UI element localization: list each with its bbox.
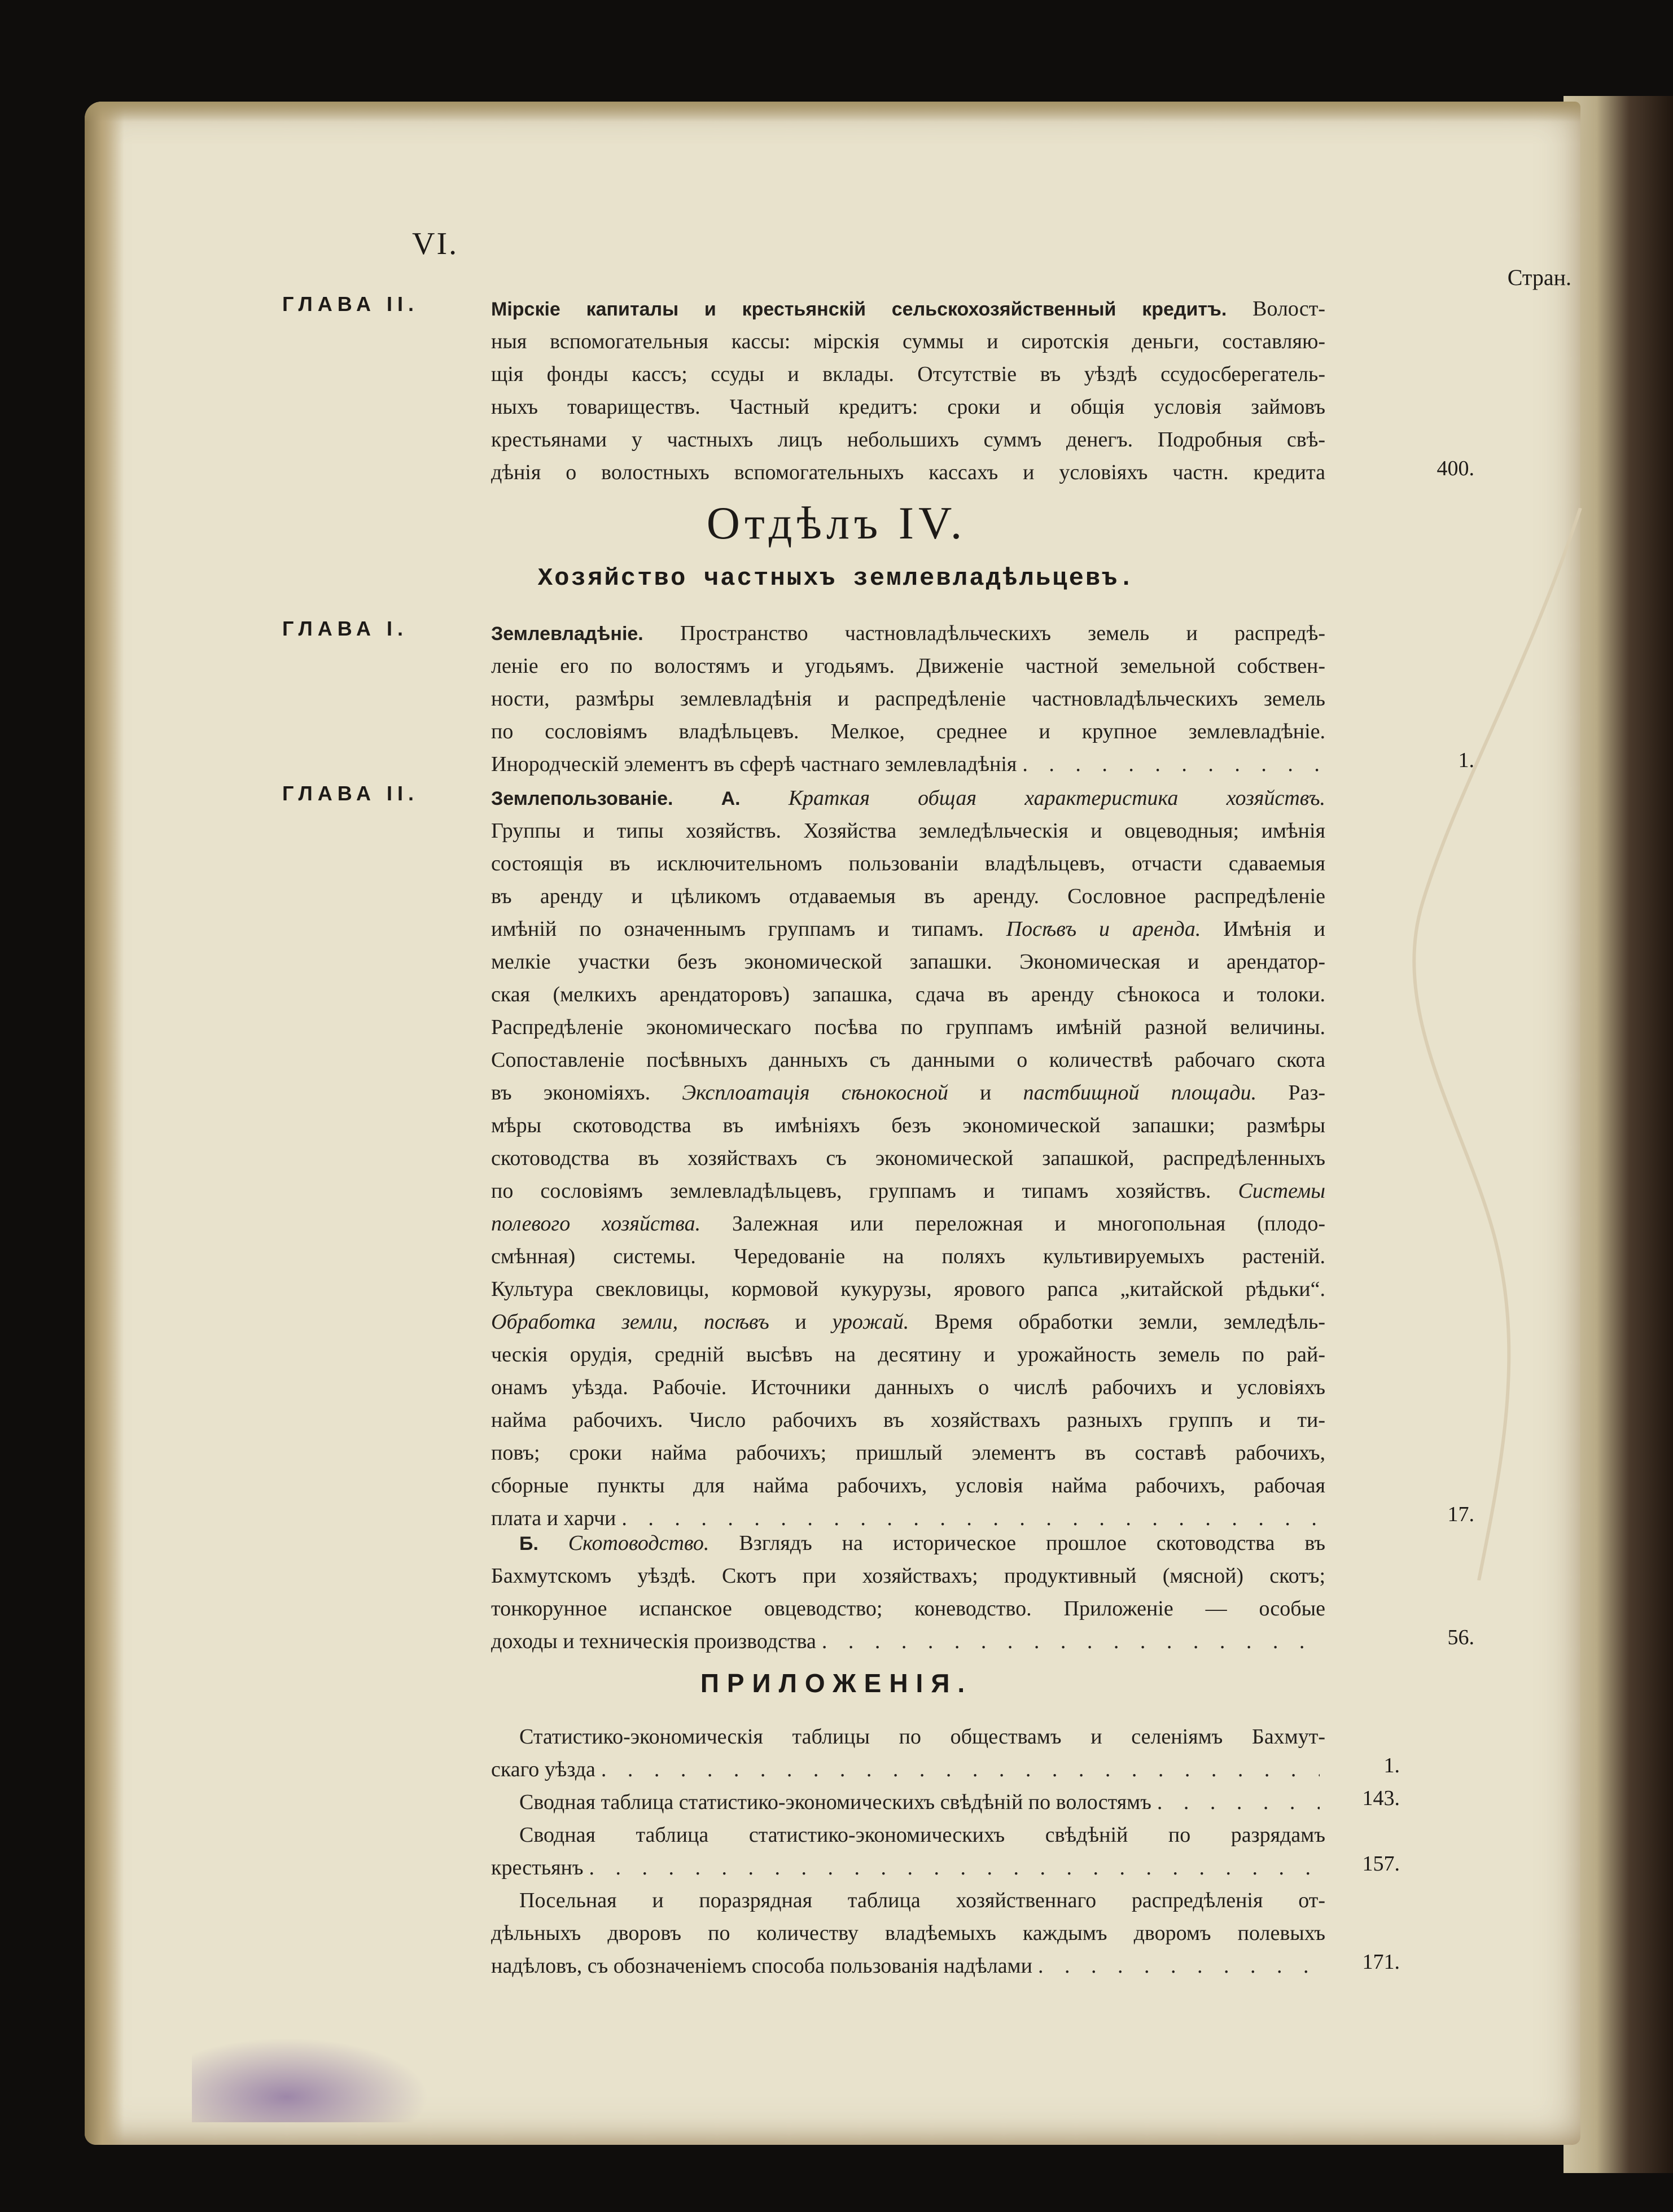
appendix-item — [491, 1884, 1400, 1982]
subsection-heading: Посѣвъ и аренда. — [1006, 917, 1201, 941]
entry-line: Группы и типы хозяйствъ. Хозяйства земледѣльческія и овцеводныя; имѣнія — [491, 819, 1325, 843]
leader-dots — [601, 1753, 1320, 1786]
entry-line: Распредѣленіе экономическаго посѣва по группамъ имѣній разной величины. — [491, 1015, 1325, 1039]
entry-line-with-leader — [491, 1950, 1325, 1982]
entry-text: Инородческій элементъ въ сферѣ частнаго землевладѣнія — [491, 752, 1017, 776]
chapter-heading: Мірскіе капиталы и крестьянскій сельскохозяйственный кредитъ. — [491, 299, 1227, 320]
entry-line-with-leader — [491, 1625, 1325, 1658]
appendix-title: ПРИЛОЖЕНІЯ. — [700, 1668, 973, 1698]
entry-text: Пространство частновладѣльческихъ земель и распредѣ- — [680, 621, 1325, 645]
page-number: 56. — [1447, 1626, 1474, 1649]
entry-text: имѣній по означеннымъ группамъ и типамъ. — [491, 917, 984, 941]
entry-line: мѣры скотоводства въ имѣніяхъ безъ экономической запашки; размѣры — [491, 1114, 1325, 1137]
entry-line — [491, 1306, 1325, 1338]
entry-text: Волост- — [1252, 297, 1325, 321]
entry-text: въ экономіяхъ. — [491, 1081, 651, 1105]
section-title: Отдѣлъ IV. — [706, 497, 967, 549]
entry-line — [491, 1175, 1325, 1207]
entry-text: Время обработки земли, земледѣль- — [934, 1310, 1325, 1334]
entry-text: Залежная или переложная и многопольная (плодо- — [732, 1212, 1325, 1236]
entry-line: щія фонды кассъ; ссуды и вклады. Отсутствіе въ уѣздѣ ссудосберегатель- — [491, 362, 1325, 386]
subsection-heading: урожай. — [832, 1310, 909, 1334]
toc-entry-zemlevladenie — [282, 617, 1474, 781]
toc-entry-zemlepolzovanie — [282, 782, 1474, 1535]
entry-text: Имѣнія и — [1223, 917, 1325, 941]
entry-line: состоящія въ исключительномъ пользованіи владѣльцевъ, отчасти сдаваемыя — [491, 852, 1325, 875]
subsection-heading: Эксплоатація сѣнокосной — [682, 1081, 948, 1105]
toc-entry-skotovodstvo — [282, 1527, 1474, 1658]
subsection-heading: пастбищной площади. — [1023, 1081, 1257, 1105]
leader-dots — [1157, 1786, 1320, 1819]
entry-line: повъ; сроки найма рабочихъ; пришлый элементъ въ составѣ рабочихъ, — [491, 1441, 1325, 1465]
entry-line — [491, 1076, 1325, 1109]
page-number: 143. — [1362, 1786, 1400, 1810]
appendix-item — [491, 1786, 1400, 1819]
entry-line: ныхъ товариществъ. Частный кредитъ: сроки и общія условія займовъ — [491, 395, 1325, 419]
entry-line: леніе его по волостямъ и угодьямъ. Движеніе частной земельной собствен- — [491, 654, 1325, 678]
entry-text: плата и харчи — [491, 1506, 616, 1530]
entry-line: въ аренду и цѣликомъ отдаваемыя въ аренду. Сословное распредѣленіе — [491, 884, 1325, 908]
subsection-heading: Системы — [1238, 1179, 1325, 1203]
entry-line: смѣнная) системы. Чередованіе на поляхъ культивируемыхъ растеній. — [491, 1245, 1325, 1268]
subsection-label: Б. — [519, 1533, 538, 1554]
entry-line: ныя вспомогательныя кассы: мірскія суммы и сиротскія деньги, составляю- — [491, 330, 1325, 353]
page-column-header: Стран. — [1507, 265, 1571, 290]
entry-text: и — [795, 1310, 807, 1334]
leader-dots — [1038, 1950, 1320, 1982]
page-number: 157. — [1362, 1852, 1400, 1876]
entry-line-with-leader — [491, 748, 1325, 781]
page-number: 400. — [1436, 457, 1474, 480]
page-number: 1. — [1383, 1754, 1400, 1777]
page-number: 17. — [1447, 1503, 1474, 1526]
entry-line: Сводная таблица статистико-экономическихъ свѣдѣній по разрядамъ — [519, 1823, 1325, 1847]
appendix-item — [491, 1720, 1400, 1786]
entry-line: онамъ уѣзда. Рабочіе. Источники данныхъ о числѣ рабочихъ и условіяхъ — [491, 1376, 1325, 1399]
entry-line: сборные пункты для найма рабочихъ, условія найма рабочихъ, рабочая — [491, 1474, 1325, 1497]
entry-line: Бахмутскомъ уѣздѣ. Скотъ при хозяйствахъ; продуктивный (мясной) скотъ; — [491, 1564, 1325, 1588]
entry-text: Сводная таблица статистико-экономическихъ свѣдѣній по волостямъ — [519, 1790, 1151, 1814]
page-number: 171. — [1362, 1950, 1400, 1974]
entry-line: тонкорунное испанское овцеводство; коневодство. Приложеніе — особые — [491, 1597, 1325, 1620]
entry-line — [491, 292, 1325, 325]
entry-line: дѣльныхъ дворовъ по количеству владѣемыхъ каждымъ дворомъ полевыхъ — [491, 1921, 1325, 1945]
entry-line — [491, 913, 1325, 945]
entry-line: мелкіе участки безъ экономической запашки. Экономическая и арендатор- — [491, 950, 1325, 974]
entry-line: Культура свекловицы, кормовой кукурузы, ярового рапса „китайской рѣдьки“. — [491, 1277, 1325, 1301]
entry-line: по сословіямъ владѣльцевъ. Мелкое, среднее и крупное землевладѣніе. — [491, 720, 1325, 743]
page-folio: VI. — [412, 226, 459, 261]
entry-text: по сословіямъ землевладѣльцевъ, группамъ и типамъ хозяйствъ. — [491, 1179, 1211, 1203]
entry-text: и — [980, 1081, 992, 1105]
appendix-item — [491, 1819, 1400, 1884]
entry-text: Взглядъ на историческое прошлое скотоводства въ — [739, 1531, 1325, 1555]
entry-line: ности, размѣры землевладѣнія и распредѣленіе частновладѣльческихъ земель — [491, 687, 1325, 711]
entry-text: скаго уѣзда — [491, 1758, 595, 1781]
chapter-label: ГЛАВА II. — [282, 292, 419, 316]
chapter-heading: Землепользованіе. А. — [491, 788, 741, 809]
leader-dots — [822, 1625, 1320, 1658]
entry-line-with-leader — [491, 1851, 1325, 1884]
entry-line-with-leader — [491, 1786, 1325, 1819]
subsection-heading: Скотоводство. — [568, 1531, 710, 1555]
subsection-heading: Обработка земли, посѣвъ — [491, 1310, 769, 1334]
chapter-label: ГЛАВА I. — [282, 617, 408, 640]
leader-dots — [1022, 748, 1320, 781]
entry-text: Раз- — [1288, 1081, 1325, 1105]
entry-text: надѣловъ, съ обозначеніемъ способа пользованія надѣлами — [491, 1954, 1032, 1978]
section-subtitle: Хозяйство частныхъ землевладѣльцевъ. — [537, 564, 1136, 593]
entry-line: Сопоставленіе посѣвныхъ данныхъ съ данными о количествѣ рабочаго скота — [491, 1048, 1325, 1072]
entry-line — [491, 1527, 1325, 1560]
entry-line — [491, 782, 1325, 814]
entry-text: доходы и техническія производства — [491, 1630, 816, 1653]
entry-line: скотоводства въ хозяйствахъ съ экономической запашкой, распредѣленныхъ — [491, 1146, 1325, 1170]
entry-line: Статистико-экономическія таблицы по обществамъ и селеніямъ Бахмут- — [519, 1725, 1325, 1749]
leader-dots — [589, 1851, 1320, 1884]
entry-line: ческія орудія, средній высѣвъ на десятину и урожайность земель по рай- — [491, 1343, 1325, 1366]
chapter-label: ГЛАВА II. — [282, 782, 419, 805]
entry-line-with-leader — [491, 1753, 1325, 1786]
page-number: 1. — [1458, 748, 1474, 772]
entry-line — [491, 1207, 1325, 1240]
chapter-heading: Землевладѣніе. — [491, 623, 643, 645]
entry-line — [491, 456, 1325, 489]
entry-line: крестьянами у частныхъ лицъ небольшихъ суммъ денегъ. Подробныя свѣ- — [491, 428, 1325, 452]
entry-line — [491, 617, 1325, 650]
subsection-heading: полевого хозяйства. — [491, 1212, 701, 1236]
toc-entry-mirskie-capitals — [282, 292, 1474, 489]
subsection-heading: Краткая общая характеристика хозяйствъ. — [788, 786, 1325, 810]
entry-text: крестьянъ — [491, 1856, 584, 1880]
entry-line: Посельная и поразрядная таблица хозяйственнаго распредѣленія от- — [519, 1889, 1325, 1912]
entry-line: найма рабочихъ. Число рабочихъ въ хозяйствахъ разныхъ группъ и ти- — [491, 1408, 1325, 1432]
entry-line: ская (мелкихъ арендаторовъ) запашка, сдача въ аренду сѣнокоса и толоки. — [491, 983, 1325, 1006]
entry-text: дѣнія о волостныхъ вспомогательныхъ кассахъ и условіяхъ частн. кредита — [491, 461, 1325, 484]
